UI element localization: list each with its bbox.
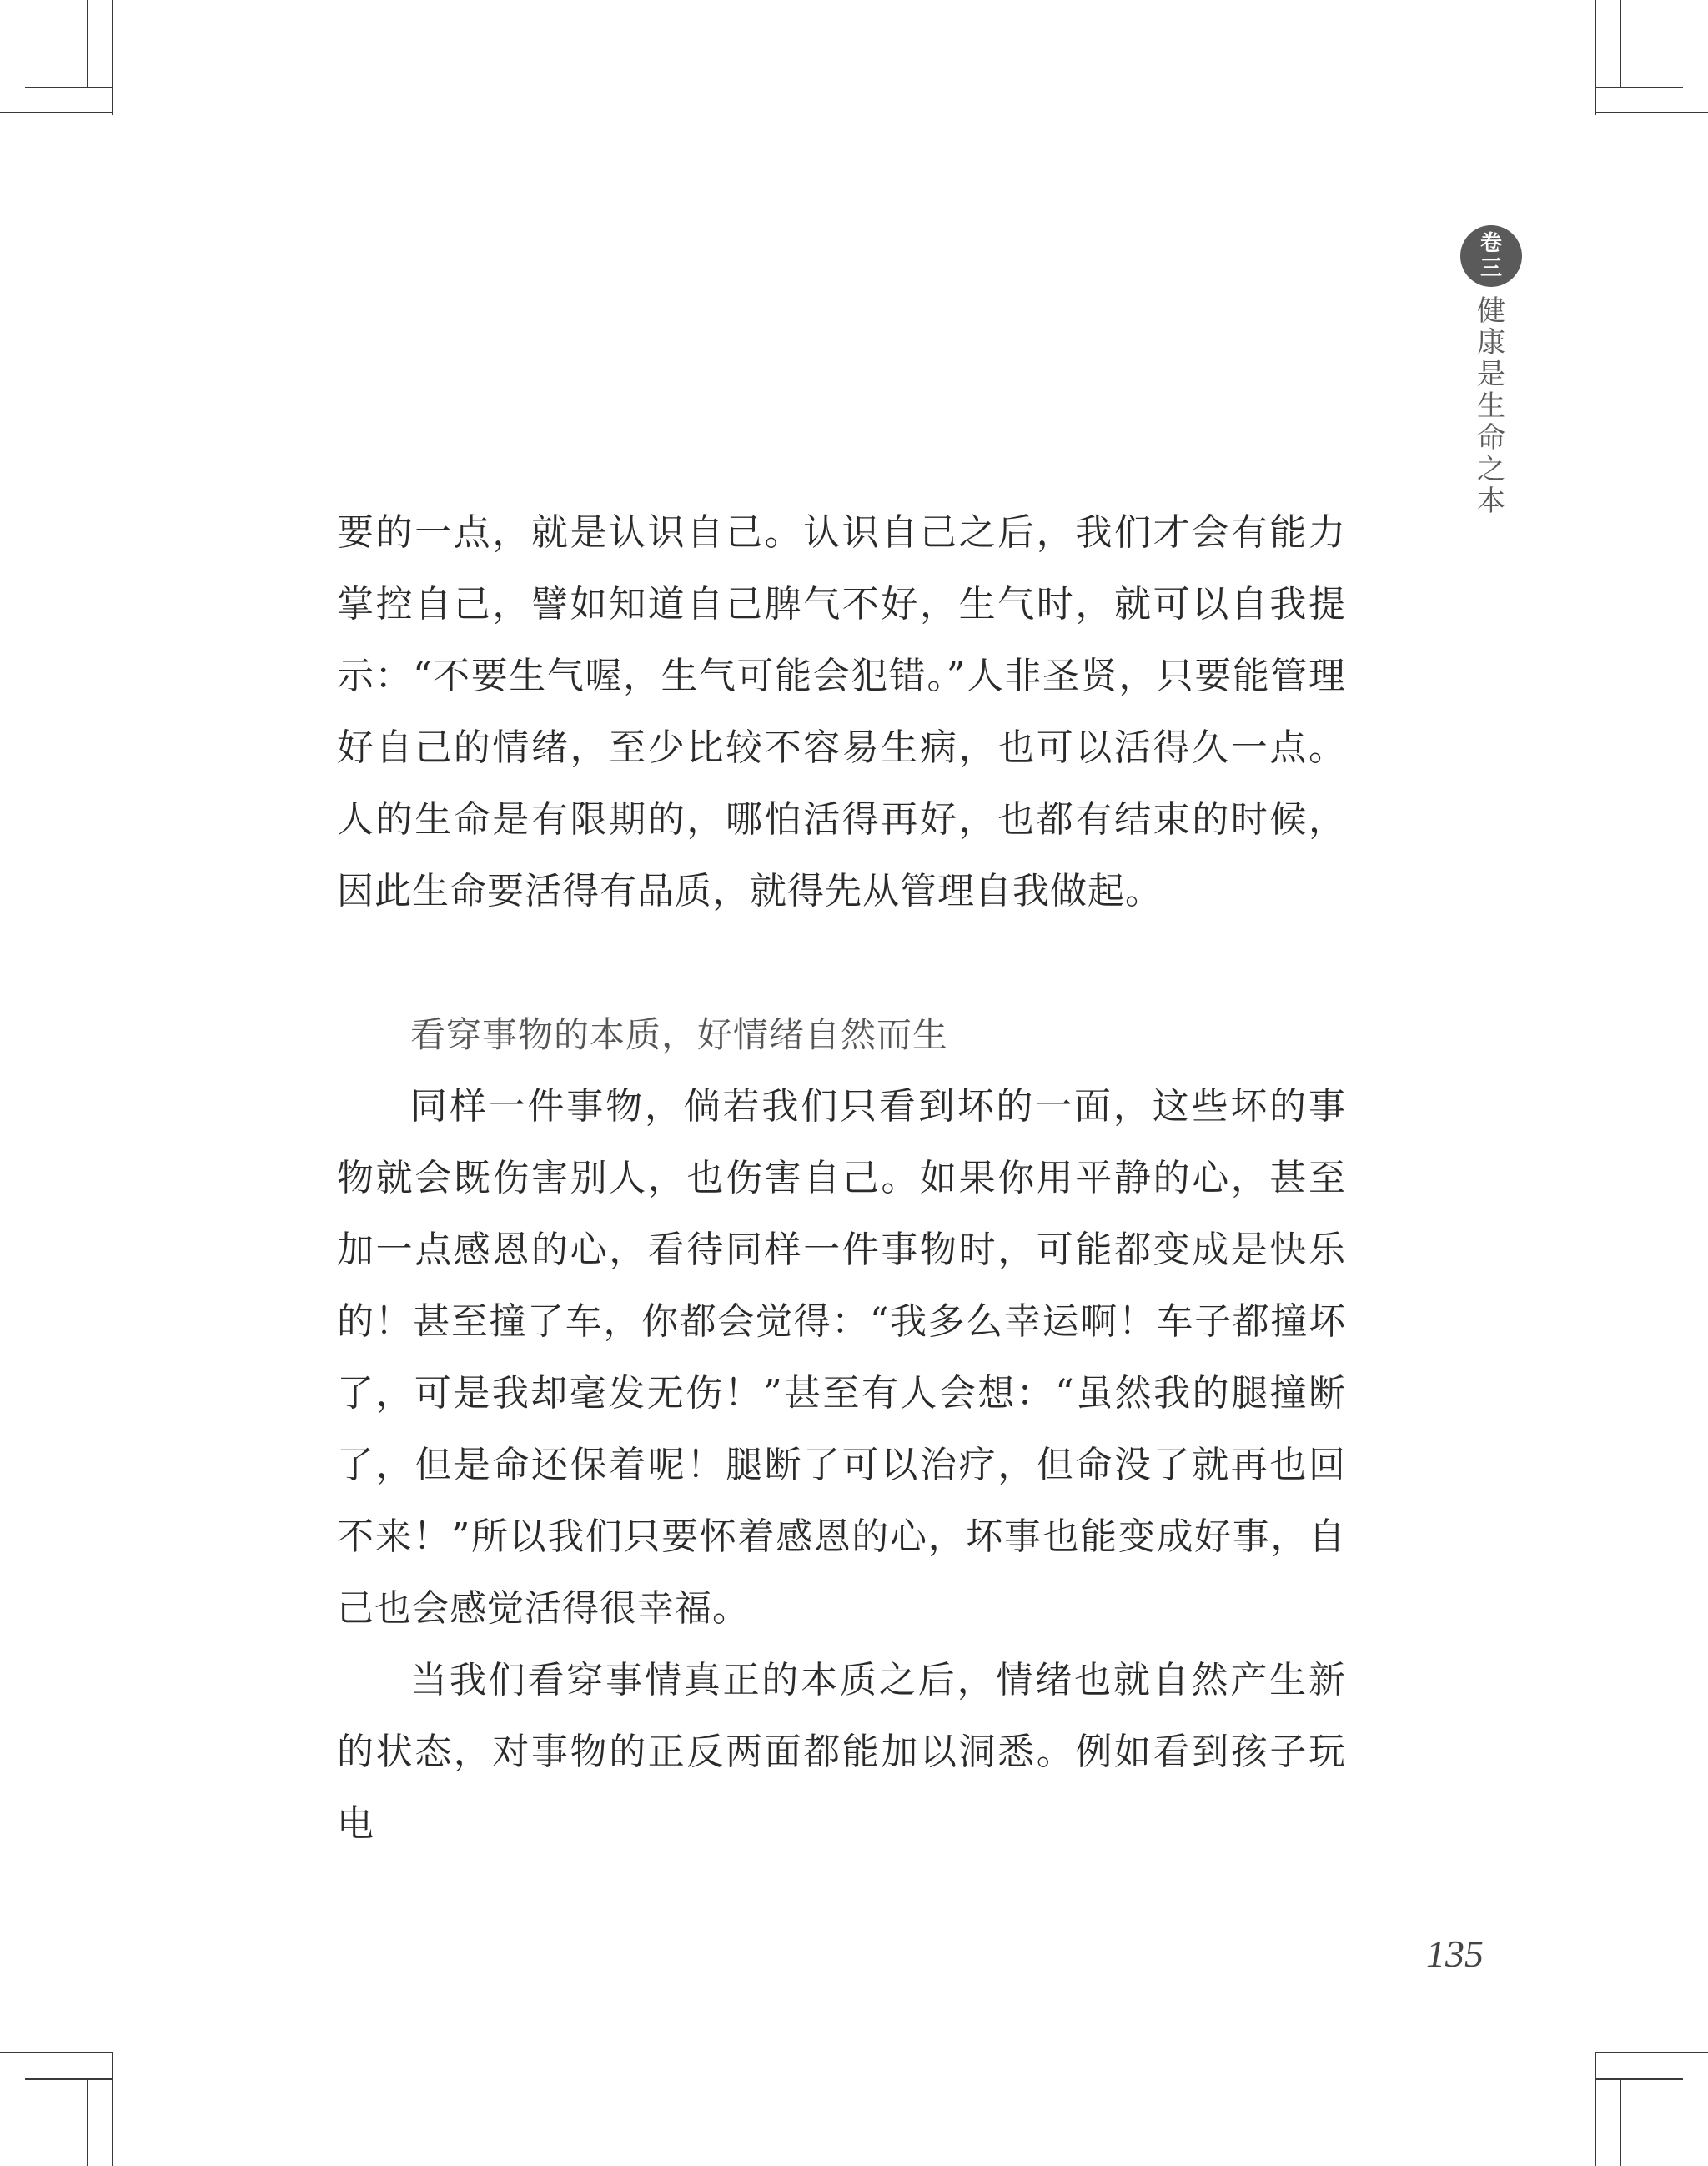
paragraph-1: 要的一点，就是认识自己。认识自己之后，我们才会有能力掌控自己，譬如知道自己脾气不好，生气时，就可以自我提示：“不要生气喔，生气可能会犯错。”人非圣贤，只要能管理好自己的情绪，至少比较不容易生病，也可以活得久一点。人的生命是有限期的，哪怕活得再好，也都有结束的时候，因此生命要活得有品质，就得先从管理自我做起。 xyxy=(337,511,1346,912)
page-body xyxy=(337,497,1346,1860)
crop-mark-bottom-left-h xyxy=(25,2078,113,2080)
volume-line-1: 卷 xyxy=(1479,231,1502,256)
crop-mark-top-left-v2 xyxy=(87,0,88,87)
crop-mark-top-left-h2 xyxy=(0,112,113,113)
paragraph-2: 同样一件事物，倘若我们只看到坏的一面，这些坏的事物就会既伤害别人，也伤害自己。如果你用平静的心，甚至加一点感恩的心，看待同样一件事物时，可能都变成是快乐的！甚至撞了车，你都会觉得：“我多么幸运啊！车子都撞坏了，可是我却毫发无伤！”甚至有人会想：“虽然我的腿撞断了，但是命还保着呢！腿断了可以治疗，但命没了就再也回不来！”所以我们只要怀着感恩的心，坏事也能变成好事，自己也会感觉活得很幸福。 xyxy=(337,1085,1346,1630)
crop-mark-top-right-v2 xyxy=(1620,0,1621,87)
crop-mark-bottom-left-v xyxy=(112,2052,113,2166)
crop-mark-top-right-h xyxy=(1595,87,1683,88)
crop-mark-top-left-h xyxy=(25,87,113,88)
crop-mark-top-left-v xyxy=(112,0,113,115)
crop-mark-bottom-right-v xyxy=(1595,2052,1596,2166)
crop-mark-bottom-right-h2 xyxy=(1595,2052,1708,2053)
page-number: 135 xyxy=(1426,1932,1484,1975)
volume-badge xyxy=(1460,225,1522,287)
volume-line-2: 三 xyxy=(1479,256,1502,281)
crop-mark-bottom-left-v2 xyxy=(87,2078,88,2166)
crop-mark-top-right-h2 xyxy=(1595,112,1708,113)
paragraph-3: 当我们看穿事情真正的本质之后，情绪也就自然产生新的状态，对事物的正反两面都能加以洞悉。例如看到孩子玩电 xyxy=(337,1659,1346,1845)
crop-mark-bottom-right-v2 xyxy=(1620,2078,1621,2166)
crop-mark-bottom-right-h xyxy=(1595,2078,1683,2080)
section-heading: 看穿事物的本质，好情绪自然而生 xyxy=(410,1014,949,1055)
chapter-title: 健康是生命之本 xyxy=(1477,294,1505,518)
crop-mark-top-right-v xyxy=(1595,0,1596,115)
crop-mark-bottom-left-h2 xyxy=(0,2052,113,2053)
chapter-side-tab xyxy=(1458,225,1525,517)
